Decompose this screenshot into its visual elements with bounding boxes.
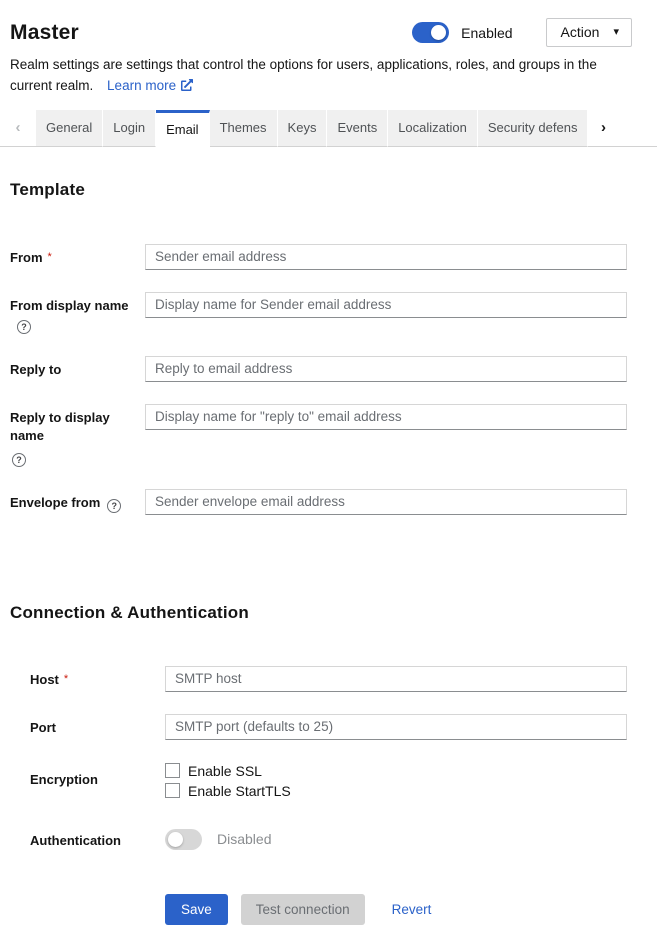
save-button[interactable]: Save	[165, 894, 228, 925]
settings-tabbar	[0, 110, 657, 147]
tab-email[interactable]: Email	[156, 110, 210, 147]
field-from-display-name	[10, 292, 627, 334]
envelope-from-label: Envelope from	[10, 494, 101, 510]
authentication-toggle[interactable]	[165, 829, 202, 850]
tab-general[interactable]: General	[36, 110, 103, 147]
form-actions	[145, 894, 627, 925]
tabs-scroll-left-button[interactable]	[0, 110, 36, 147]
field-host	[30, 666, 627, 692]
help-icon[interactable]: ?	[107, 499, 121, 513]
required-indicator: *	[47, 250, 52, 263]
reply-to-display-name-label: Reply to display name	[10, 409, 110, 443]
realm-enabled-toggle[interactable]	[412, 22, 449, 43]
help-icon[interactable]: ?	[12, 453, 26, 467]
action-dropdown-button[interactable]	[546, 18, 632, 47]
required-indicator: *	[63, 672, 69, 685]
toggle-knob	[431, 25, 446, 40]
enable-starttls-label: Enable StartTLS	[188, 782, 291, 799]
enable-ssl-label: Enable SSL	[188, 762, 262, 779]
port-label: Port	[30, 719, 56, 735]
template-heading: Template	[10, 179, 85, 199]
host-input[interactable]	[165, 666, 627, 692]
authentication-state-label: Disabled	[217, 831, 272, 848]
tab-themes[interactable]: Themes	[210, 110, 278, 147]
field-encryption	[30, 762, 627, 803]
test-connection-button[interactable]: Test connection	[241, 894, 365, 925]
field-port	[30, 714, 627, 740]
page-title: Master	[10, 20, 79, 44]
template-section	[0, 180, 657, 515]
field-reply-to-display-name	[10, 404, 627, 467]
reply-to-label: Reply to	[10, 361, 62, 377]
connection-heading: Connection & Authentication	[10, 602, 249, 622]
chevron-right-icon: ›	[600, 119, 606, 137]
enable-starttls-checkbox[interactable]	[165, 783, 180, 798]
from-label: From	[10, 249, 43, 265]
field-reply-to	[10, 356, 627, 382]
tab-localization[interactable]: Localization	[388, 110, 478, 147]
description-text: Realm settings are settings that control the options for users, applications, roles, and groups in the current realm.	[10, 57, 597, 93]
enable-ssl-option	[165, 763, 627, 779]
learn-more-link[interactable]: Learn more	[107, 78, 193, 93]
field-from	[10, 244, 627, 270]
tabs-scroll-right-button[interactable]	[588, 110, 618, 147]
external-link-icon	[181, 79, 193, 91]
authentication-label: Authentication	[30, 832, 121, 848]
chevron-down-icon: ▾	[613, 25, 619, 38]
tab-events[interactable]: Events	[327, 110, 388, 147]
chevron-left-icon: ‹	[15, 119, 21, 137]
reply-to-input[interactable]	[145, 356, 627, 382]
tab-login[interactable]: Login	[103, 110, 156, 147]
from-input[interactable]	[145, 244, 627, 270]
connection-authentication-section	[0, 603, 657, 925]
help-icon[interactable]: ?	[17, 320, 31, 334]
enable-starttls-option	[165, 783, 627, 799]
encryption-label: Encryption	[30, 771, 98, 787]
from-display-name-input[interactable]	[145, 292, 627, 318]
revert-button[interactable]: Revert	[392, 894, 432, 925]
tab-security-defenses[interactable]: Security defens	[478, 110, 589, 147]
port-input[interactable]	[165, 714, 627, 740]
envelope-from-input[interactable]	[145, 489, 627, 515]
toggle-knob	[168, 832, 183, 847]
tabbar-filler	[618, 110, 657, 147]
field-authentication	[30, 827, 627, 850]
field-envelope-from	[10, 489, 627, 515]
enable-ssl-checkbox[interactable]	[165, 763, 180, 778]
host-label: Host	[30, 671, 59, 687]
realm-enabled-label: Enabled	[461, 24, 513, 41]
tab-keys[interactable]: Keys	[278, 110, 328, 147]
page-description	[10, 55, 626, 97]
action-dropdown-label: Action	[560, 24, 600, 40]
from-display-name-label: From display name	[10, 297, 129, 313]
reply-to-display-name-input[interactable]	[145, 404, 627, 430]
page-header	[0, 0, 657, 97]
